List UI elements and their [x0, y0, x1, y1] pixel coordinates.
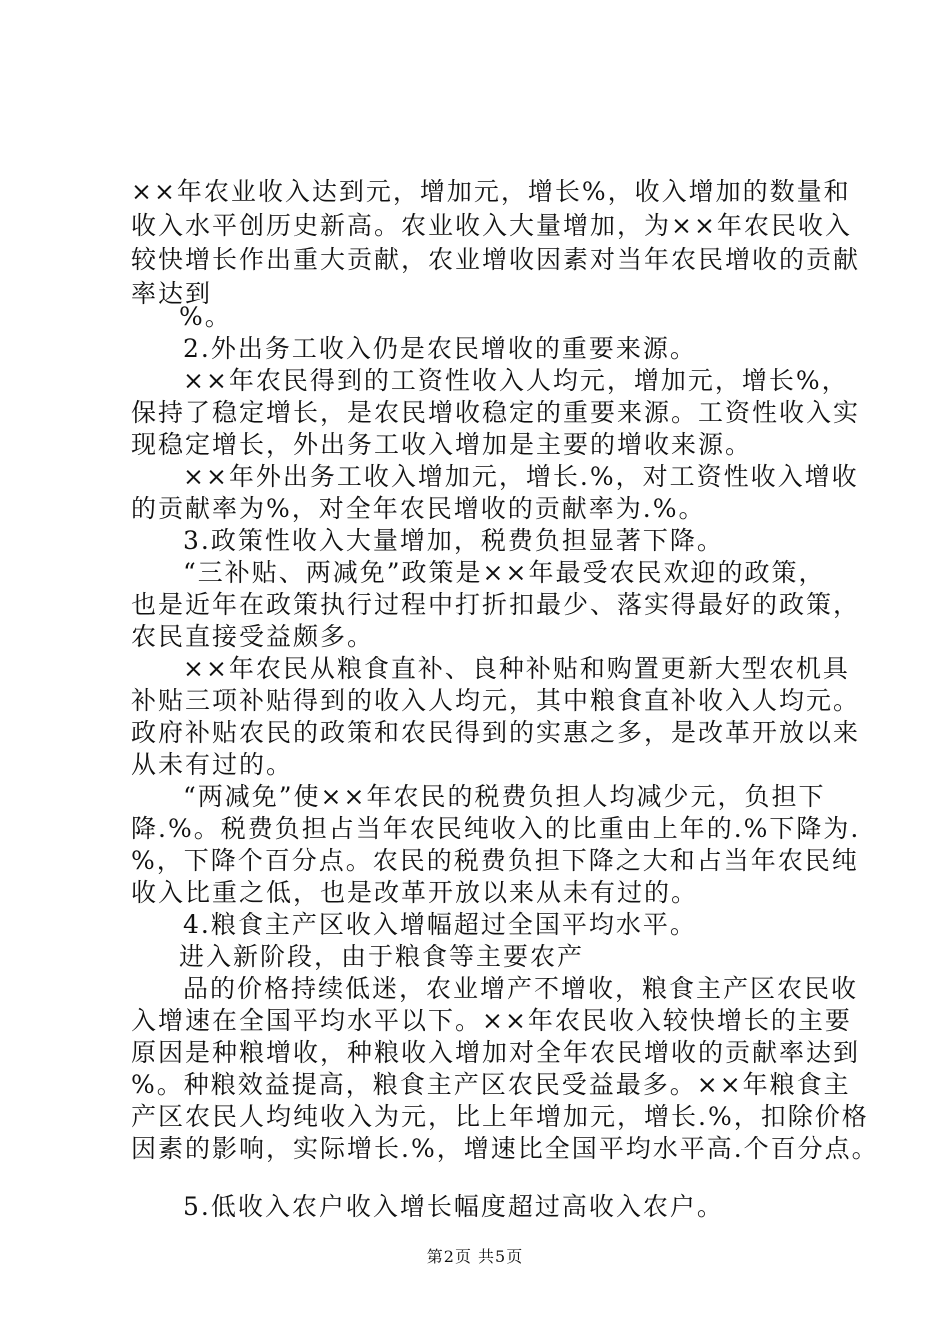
text-line: 收入水平创历史新高。农业收入大量增加，为××年农民收入: [131, 211, 852, 240]
section-heading: 2.外出务工收入仍是农民增收的重要来源。: [183, 334, 697, 363]
text-line: 较快增长作出重大贡献，农业增收因素对当年农民增收的贡献: [131, 245, 861, 274]
text-line: ××年农民从粮食直补、良种补贴和购置更新大型农机具: [183, 654, 850, 683]
text-line: 农民直接受益颇多。: [131, 622, 375, 651]
text-line: 补贴三项补贴得到的收入人均元，其中粮食直补收入人均元。: [131, 686, 861, 715]
text-line: 的贡献率为%，对全年农民增收的贡献率为.%。: [131, 494, 706, 523]
text-line: “三补贴、两减免”政策是××年最受农民欢迎的政策，: [183, 558, 826, 587]
page-number: 第2页 共5页: [426, 1247, 524, 1266]
text-line: 降.%。税费负担占当年农民纯收入的比重由上年的.%下降为.: [131, 814, 861, 843]
text-line: 政府补贴农民的政策和农民得到的实惠之多，是改革开放以来: [131, 718, 861, 747]
text-line: 从未有过的。: [131, 750, 294, 779]
text-line: 保持了稳定增长，是农民增收稳定的重要来源。工资性收入实: [131, 398, 861, 427]
text-line: ××年农业收入达到元，增加元，增长%，收入增加的数量和: [131, 177, 851, 206]
text-line: ××年外出务工收入增加元，增长.%，对工资性收入增收: [183, 462, 859, 491]
text-line: 原因是种粮增收，种粮收入增加对全年农民增收的贡献率达到: [131, 1038, 861, 1067]
text-line: ××年农民得到的工资性收入人均元，增加元，增长%，: [183, 366, 849, 395]
text-line: “两减免”使××年农民的税费负担人均减少元，负担下: [183, 782, 826, 811]
text-line: 产区农民人均纯收入为元，比上年增加元，增长.%，扣除价格: [131, 1102, 869, 1131]
text-line: 也是近年在政策执行过程中打折扣最少、落实得最好的政策，: [131, 590, 861, 619]
text-line: 入增速在全国平均水平以下。××年农民收入较快增长的主要: [131, 1006, 852, 1035]
text-line: %，下降个百分点。农民的税费负担下降之大和占当年农民纯: [131, 846, 859, 875]
text-line: 品的价格持续低迷，农业增产不增收，粮食主产区农民收: [183, 974, 859, 1003]
text-line: 现稳定增长，外出务工收入增加是主要的增收来源。: [131, 430, 753, 459]
text-line: %。种粮效益提高，粮食主产区农民受益最多。××年粮食主: [131, 1070, 851, 1099]
text-line: 收入比重之低，也是改革开放以来从未有过的。: [131, 878, 699, 907]
text-line: 率达到: [131, 279, 213, 308]
section-heading: 4.粮食主产区收入增幅超过全国平均水平。: [183, 910, 697, 939]
section-heading: 5.低收入农户收入增长幅度超过高收入农户。: [183, 1192, 724, 1221]
text-line: 进入新阶段，由于粮食等主要农产: [179, 942, 585, 971]
section-heading: 3.政策性收入大量增加，税费负担显著下降。: [183, 526, 724, 555]
text-line: 因素的影响，实际增长.%，增速比全国平均水平高.个百分点。: [131, 1134, 879, 1163]
text-line: %。: [179, 302, 232, 331]
